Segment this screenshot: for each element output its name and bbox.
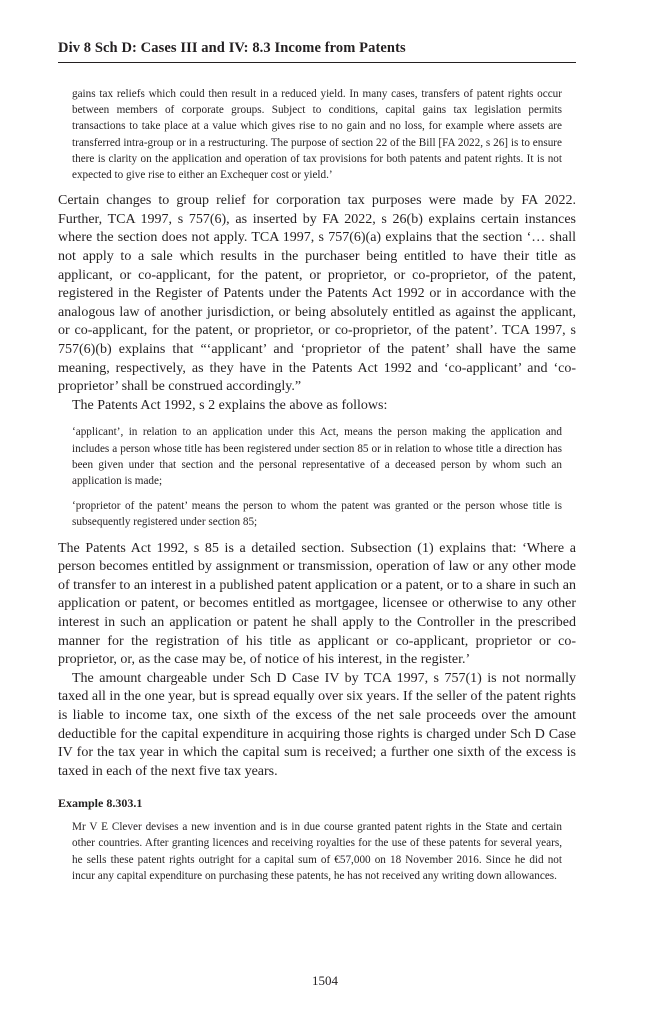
page-number: 1504 [312,973,338,988]
example-body: Mr V E Clever devises a new invention and is in due course granted patent rights in the State and certain other countries. After granting licences and receiving royalties for the use of these patents for several years, he sells these patent rights outright for a capital sum of €57,000 on 18 November 2016. Since he did not incur any capital expenditure on purchasing these patents, he has not received any writing down allowances. [72,821,562,882]
definition-proprietor-text: ‘proprietor of the patent’ means the person to whom the patent was granted or the person whose title is subsequently registered under section 85; [72,500,562,529]
paragraph-group-relief: Certain changes to group relief for corporation tax purposes were made by FA 2022. Further, TCA 1997, s 757(6), as inserted by FA 2022, s 26(b) explains certain instances where the section does not apply. TCA 1997, s 757(6)(a) explains that the section ‘… shall not apply to a sale which results in the purchaser being entitled to have their title as applicant, or co-applicant, for the patent, or proprietor, or co-proprietor, of the patent, registered in the Register of Patents under the Patents Act 1992 or in accordance with the analogous law of another jurisdiction, or being absolutely entitled as against the applicant, or co-applicant, for the patent, or proprietor, or co-proprietor, of the patent’. TCA 1997, s 757(6)(b) explains that “‘applicant’ and ‘proprietor of the patent’ shall have the same meaning, respectively, as they have in the Patents Act 1992 and ‘co-applicant’ and ‘co-proprietor’ shall be construed accordingly.” [58,193,576,395]
running-head: Div 8 Sch D: Cases III and IV: 8.3 Income from Patents [58,40,406,56]
paragraph-amount-chargeable: The amount chargeable under Sch D Case IV by TCA 1997, s 757(1) is not normally taxed all in the one year, but is spread equally over six years. If the seller of the patent rights is liable to income tax, one sixth of the excess of the net sale proceeds over the amount deductible for the capital expenditure in acquiring those rights is charged under Sch D Case IV for the tax year in which the capital sum is received; a further one sixth of the excess is taxed in each of the next five tax years. [58,670,576,779]
definition-proprietor [72,498,562,530]
header-rule [58,62,576,63]
page-content [58,86,576,884]
quoted-extract-text: gains tax reliefs which could then result in a reduced yield. In many cases, transfers of patent rights occur between members of corporate groups. Subject to conditions, capital gains tax legislation permits transactions to take place at a value which gives rise to no gain and no loss, for example where assets are transferred intra-group or in a restructuring. The purpose of section 22 of the Bill [FA 2022, s 26] is to ensure there is clarity on the application and operation of tax provisions for both patents and patent rights. It is not expected to give rise to either an Exchequer cost or yield.’ [72,88,562,182]
quoted-extract [72,86,562,183]
paragraph-patents-act-intro: The Patents Act 1992, s 2 explains the above as follows: [72,397,388,413]
definition-applicant-text: ‘applicant’, in relation to an application under this Act, means the person making the application and includes a person whose title has been registered under section 85 or in relation to whose title a direction has been given under that section and the personal representative of a deceased person by whom such an application is made; [72,426,562,487]
paragraph-section-85: The Patents Act 1992, s 85 is a detailed section. Subsection (1) explains that: ‘Where a person becomes entitled by assignment or transmission, operation of law or any other mode of transfer to an interest in a published patent application or a patent, or to a share in such an application or patent, or becomes entitled as mortgagee, licensee or otherwise to any other interest in such an application or patent he shall apply to the Controller in the prescribed manner for the registration of his title as applicant or co-applicant, proprietor or co-proprietor, or, as the case may be, of notice of his interest, in the register.’ [58,540,576,668]
definition-applicant [72,424,562,489]
example-heading: Example 8.303.1 [58,796,143,811]
